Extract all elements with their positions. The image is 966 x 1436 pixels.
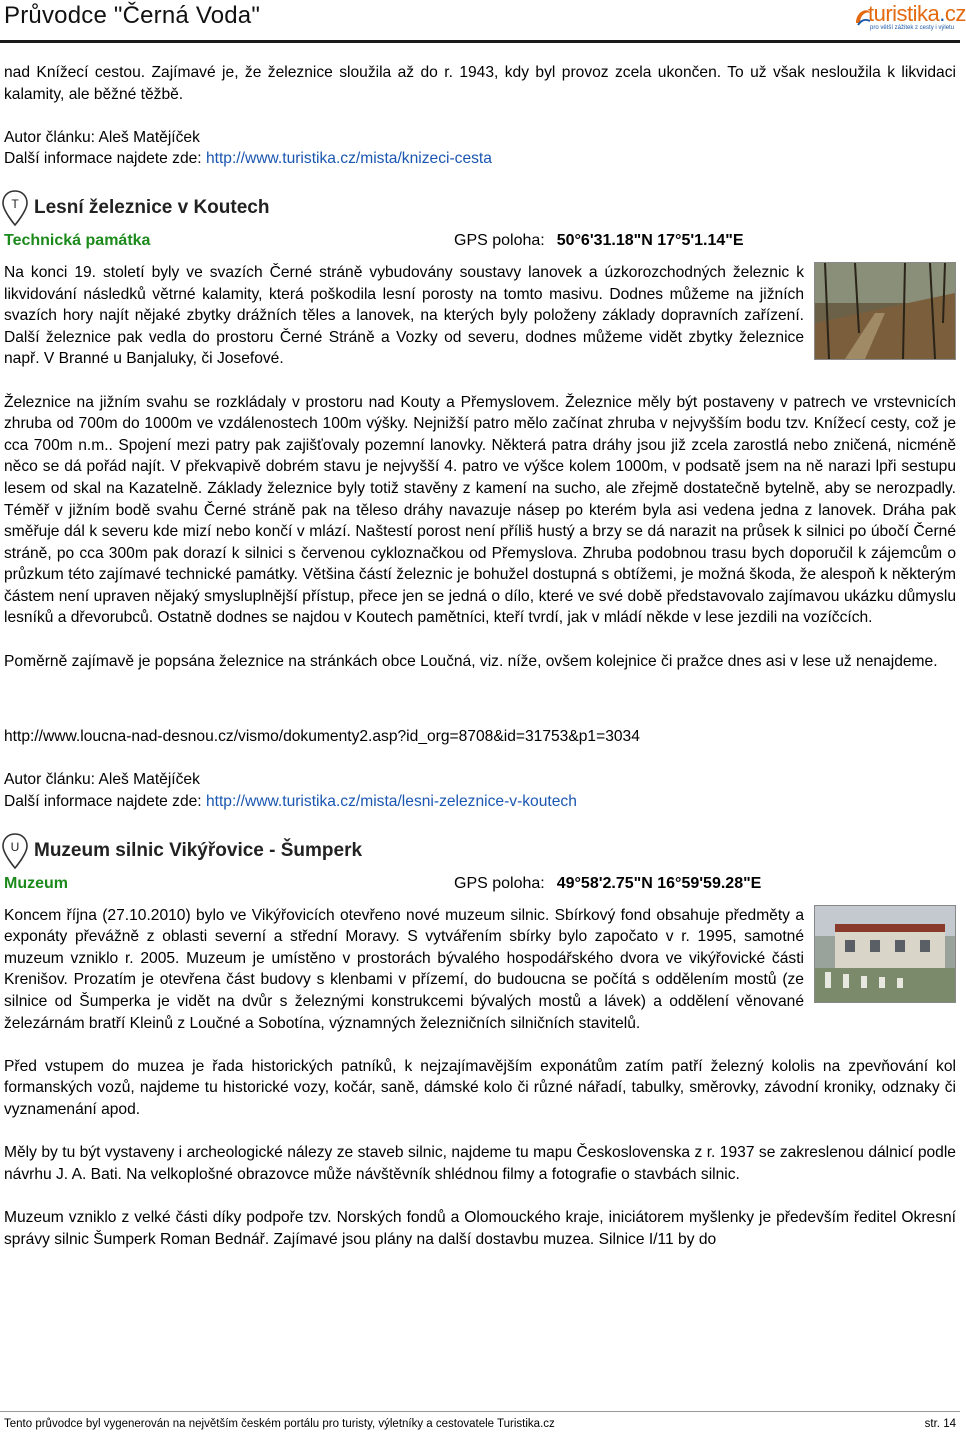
poi1-more-info: Další informace najdete zde: http://www.turistika.cz/mista/lesni-zeleznice-v-koutech <box>4 793 577 811</box>
footer-divider <box>0 1411 960 1412</box>
logo-brand-text: turistika.cz <box>868 1 966 26</box>
svg-text:U: U <box>10 839 20 854</box>
poi1-heading <box>2 188 956 228</box>
poi2-heading <box>2 831 956 871</box>
pin-marker-icon <box>2 190 28 226</box>
poi1-paragraph-2: Železnice na jižním svahu se rozkládaly v prostoru nad Kouty a Přemyslovem. Železnice měly být postaveny v patrech ve vrstevnicích zhruba od 700m do 1000m ve vzdálenostech 100m výšky. Nejnižší patro mělo začínat zhruba v nejvyšším bodu tzv. Knížecí cesty, což je cca 700m n.m.. Spojení mezi patry pak zajišťovaly pozemní lanovky. Některá patra dráhy jsou již zcela zarostlá nebo zničená, nicméně něco se dá pořád najít. V překvapivě dobrém stavu je nejvyšší 4. patro ve výšce kolem 1000m, v podsatě jsem na ně narazi lpři sestupu lesem od skal na Kazatelně. Základy železnice byly totiž stavěny z kamení na sucho, ale zřejmě dostatečně bytelně, aby se nerozpadly. Téměř v jižním bodě svahu Černé stráně pak na těleso dráhy navazuje násep po kterém byla asi vedena jedna z lanovek. Dráha pak směřuje dál k severu kde mizí nebo končí v mlází. Naštestí porost není příliš hustý a brzy se dá narazit na průsek k silnici po úbočí Černé stráně, po cca 300m pak dorazí k silnici s červenou cykloznačkou od Přemyslova. Zhruba podobnou trasu bych doporučil k zájemcům o průzkum této zajímavé technické památky. Většina částí železnic je bohužel dostupná s obtížemi, je možná škoda, že alespoň k některým částem není upraven nějaký smysluplnější přístup, přece jen se jedná o dílo, které ve své době představovalo zajímavou ukázku důmyslu lesníků a dřevorubců. Ostatně dodnes se najdou v Koutech pamětníci, kteří tvrdí, jak v mládí někde v lese jezdili na vozíčcích. <box>4 393 956 627</box>
page-footer <box>0 1411 960 1436</box>
poi2-title: Muzeum silnic Vikýřovice - Šumperk <box>34 839 363 861</box>
poi1-category: Technická památka <box>4 231 151 249</box>
header-divider <box>0 40 960 43</box>
forest-photo-image <box>815 263 955 359</box>
poi1-photo <box>814 262 956 360</box>
logo-tagline: pro větší zážitek z cesty i výletu <box>870 25 955 31</box>
svg-text:T: T <box>11 196 19 211</box>
poi1-meta <box>4 228 956 254</box>
turistika-logo[interactable] <box>854 1 966 37</box>
poi1-paragraph-1: Na konci 19. století byly ve svazích Černé stráně vybudovány soustavy lanovek a úzkorozchodných železnic k likvidování následků větrné kalamity, která poškodila lesní porosty na tomto masivu. Dodnes můžeme na jižních svazích hory najít nějaké zbytky drážních těles a lanovek, na kterých byly položeny základy dopravních zařízení. Další železnice pak vedla do prostoru Černé Stráně a Vozky od severu, dodnes můžeme vidět zbytky železnice např. V Branné u Banjaluky, či Josefové. <box>4 263 804 368</box>
pin-marker-icon <box>2 833 28 869</box>
poi2-gps: GPS poloha: 49°58'2.75"N 16°59'59.28"E <box>454 874 762 892</box>
poi1-more-link[interactable]: http://www.turistika.cz/mista/lesni-zeleznice-v-koutech <box>205 793 577 811</box>
intro-paragraph: nad Knížecí cestou. Zajímavé je, že železnice sloužila až do r. 1943, kdy byl provoz zcela ukončen. To už však nesloužila k likvidaci kalamity, ale běžné těžbě. <box>4 64 956 103</box>
footer-text: Tento průvodce byl vygenerován na největším českém portálu pro turisty, výletníky a cestovatele Turistika.cz <box>4 1418 555 1430</box>
poi1-gps: GPS poloha: 50°6'31.18"N 17°5'1.14"E <box>454 231 744 249</box>
museum-photo-image <box>815 906 955 1002</box>
main-content <box>4 62 956 1250</box>
page-number: str. 14 <box>924 1418 956 1430</box>
document-title: Průvodce "Černá Voda" <box>4 2 261 29</box>
intro-more-info: Další informace najdete zde: http://www.turistika.cz/mista/knizeci-cesta <box>4 150 492 168</box>
poi2-paragraph-4: Muzeum vzniklo z velké části díky podpoře tzv. Norských fondů a Olomouckého kraje, iniciátorem myšlenky je především ředitel Okresní správy silnic Šumperk Roman Bednář. Zajímavé jsou plány na další dostavbu muzea. Silnice I/11 by do <box>4 1208 956 1248</box>
poi2-paragraph-3: Měly by tu být vystaveny i archeologické nálezy ze staveb silnic, najdeme tu mapu Československa z r. 1937 se zakreslenou dálnicí podle návrhu J. A. Bati. Na velkoplošné obrazovce může návštěvník shlédnou filmy a fotografie o stavbách silnic. <box>4 1144 956 1183</box>
poi2-meta <box>4 871 956 897</box>
intro-more-link[interactable]: http://www.turistika.cz/mista/knizeci-cesta <box>205 150 492 168</box>
poi1-author: Autor článku: Aleš Matějíček <box>4 771 200 789</box>
poi2-paragraph-2: Před vstupem do muzea je řada historických patníků, k nejzajímavějším exponátům zatím patří železný kololis na zpevňování kol formanských vozů, najdeme tu historické vozy, kočár, saně, dámské kolo či různé nářadí, tabulky, směrovky, závodní kroniky, odznaky či vyznamenání apod. <box>4 1057 956 1118</box>
poi2-paragraph-1: Koncem října (27.10.2010) bylo ve Vikýřovicích otevřeno nové muzeum silnic. Sbírkový fond obsahuje předměty a exponáty převážně z oblasti severní a střední Moravy. S vytvářením sbírky bylo započato v r. 1995, samotné muzeum vzniklo r. 2005. Muzeum je umístěno v prostorách bývalého hospodářského dvora ve vikýřovické části Krenišov. Prozatím je otevřena část budovy s klenbami v přízemí, do budoucna se počítá s oddělením mostů (ze silnice od Šumperka je vidět na dvůr s železnými konstrukcemi bývalých mostů a lávek) a oddělení věnované železárnám bratří Kleinů z Loučné a Sobotína, významných železničních silničních stavitelů. <box>4 906 804 1032</box>
intro-author: Autor článku: Aleš Matějíček <box>4 128 200 146</box>
poi2-category: Muzeum <box>4 874 68 892</box>
poi1-title: Lesní železnice v Koutech <box>34 197 270 219</box>
poi2-photo <box>814 905 956 1003</box>
poi1-paragraph-3: Poměrně zajímavě je popsána železnice na stránkách obce Loučná, viz. níže, ovšem kolejnice či pražce dnes asi v lese už nenajdeme. <box>4 652 938 670</box>
poi1-reference-url: http://www.loucna-nad-desnou.cz/vismo/dokumenty2.asp?id_org=8708&id=31753&p1=3034 <box>4 728 640 746</box>
page-header <box>0 0 966 42</box>
